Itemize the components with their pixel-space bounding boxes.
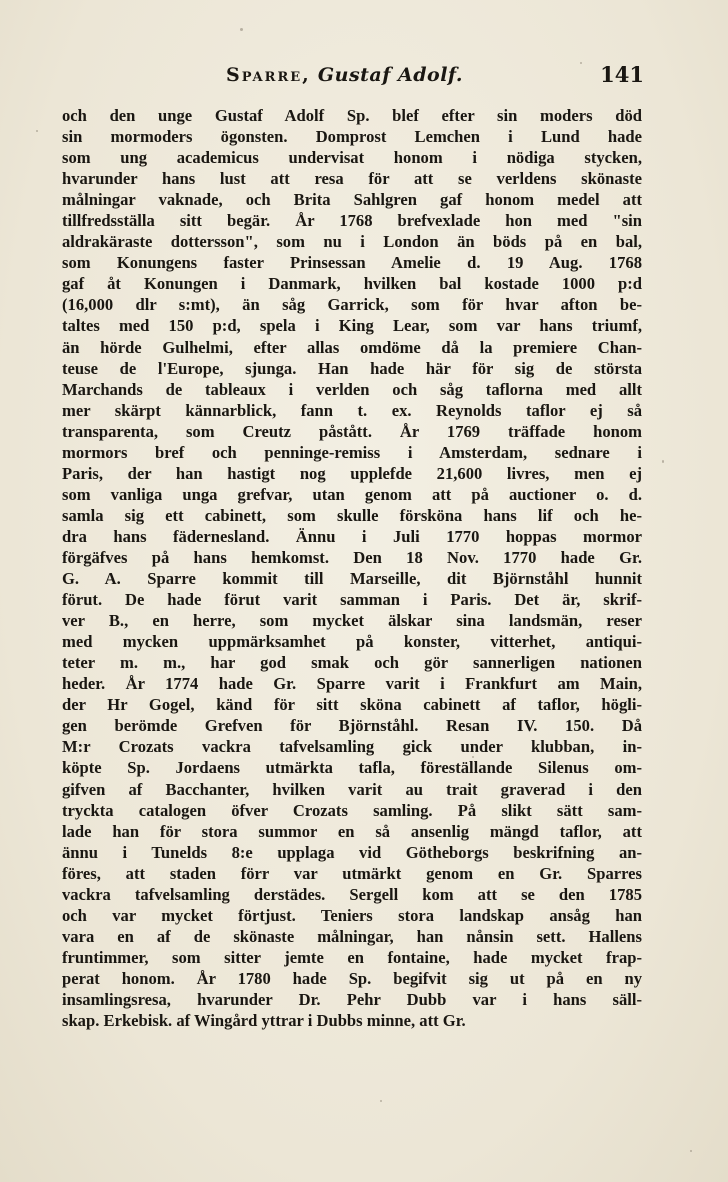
text-line: gen berömde Grefven för Björnståhl. Resan IV. 150. Då <box>62 716 642 736</box>
text-line: som Konungens faster Prinsessan Amelie d. 19 Aug. 1768 <box>62 253 642 273</box>
text-line: tryckta catalogen öfver Crozats samling. På slikt sätt sam- <box>62 800 642 820</box>
text-line: M:r Crozats vackra tafvelsamling gick under klubban, in- <box>62 737 642 757</box>
text-line: som vanliga unga grefvar, utan genom att på auctioner o. d. <box>62 484 642 504</box>
text-line: heder. År 1774 hade Gr. Sparre varit i Frankfurt am Main, <box>62 674 642 694</box>
text-line: gaf åt Konungen i Danmark, hvilken bal kostade 1000 p:d <box>62 274 642 294</box>
text-line: med mycken uppmärksamhet på konster, vitterhet, antiqui- <box>62 632 642 652</box>
text-line: och var mycket förtjust. Teniers stora landskap ansåg han <box>62 905 642 925</box>
running-head-surname: Sparre, <box>226 64 311 86</box>
text-line: insamlingsresa, hvarunder Dr. Pehr Dubb var i hans säll- <box>62 989 642 1009</box>
text-line: transparenta, som Creutz påstått. År 1769 träffade honom <box>62 421 642 441</box>
text-line: gifven af Bacchanter, hvilken varit au trait graverad i den <box>62 779 642 799</box>
text-line: mormors bref och penninge-remiss i Amsterdam, sednare i <box>62 442 642 462</box>
text-line: och den unge Gustaf Adolf Sp. blef efter sin moders död <box>62 106 642 125</box>
text-line: vackra tafvelsamling derstädes. Sergell kom att se den 1785 <box>62 884 642 904</box>
text-line: perat honom. År 1780 hade Sp. begifvit sig ut på en ny <box>62 968 642 988</box>
text-line: fruntimmer, som sitter jemte en fontaine, hade mycket frap- <box>62 947 642 967</box>
running-head <box>226 64 463 86</box>
text-line: förgäfves på hans hemkomst. Den 18 Nov. 1770 hade Gr. <box>62 547 642 567</box>
paper-speck <box>240 28 243 31</box>
text-line: mer skärpt kännarblick, fann t. ex. Reynolds taflor ej så <box>62 400 642 420</box>
text-line: teter m. m., har god smak och gör sannerligen nationen <box>62 653 642 673</box>
text-line: der Hr Gogel, känd för sitt sköna cabinett af taflor, högli- <box>62 695 642 715</box>
text-line: sin mormoders ögonsten. Domprost Lemchen i Lund hade <box>62 127 642 147</box>
running-head-given-names: Gustaf Adolf. <box>317 64 464 86</box>
text-line: vara en af de skönaste målningar, han nånsin sett. Hallens <box>62 926 642 946</box>
text-line: Marchands de tableaux i verlden och såg taflorna med allt <box>62 379 642 399</box>
text-line: G. A. Sparre kommit till Marseille, dit Björnståhl hunnit <box>62 569 642 589</box>
text-line: som ung academicus undervisat honom i nödiga stycken, <box>62 148 642 168</box>
text-line: målningar vaknade, och Brita Sahlgren gaf honom medel att <box>62 190 642 210</box>
paper-speck <box>472 756 474 758</box>
text-line: samla sig ett cabinett, som skulle försköna hans lif och he- <box>62 505 642 525</box>
text-line: förut. De hade förut varit samman i Paris. Det är, skrif- <box>62 590 642 610</box>
text-line: aldrakäraste dottersson", som nu i London än böds på en bal, <box>62 232 642 252</box>
body-text <box>62 105 642 1031</box>
text-line: hvarunder hans lust att resa för att se verldens skönaste <box>62 169 642 189</box>
text-line: teuse de l'Europe, sjunga. Han hade här för sig de största <box>62 358 642 378</box>
text-line: dra hans fädernesland. Ännu i Juli 1770 hoppas mormor <box>62 526 642 546</box>
paper-speck <box>36 130 38 132</box>
page-header <box>96 60 644 96</box>
paper-speck <box>662 460 664 463</box>
text-line: taltes med 150 p:d, spela i King Lear, som var hans triumf, <box>62 316 642 336</box>
paper-speck <box>380 1100 382 1102</box>
text-line: än hörde Gulhelmi, efter allas omdöme då la premiere Chan- <box>62 337 642 357</box>
text-line: (16,000 dlr s:mt), än såg Garrick, som för hvar afton be- <box>62 295 642 315</box>
text-line: Paris, der han hastigt nog upplefde 21,600 livres, men ej <box>62 463 642 483</box>
text-line: köpte Sp. Jordaens utmärkta tafla, föreställande Silenus om- <box>62 758 642 778</box>
text-line: föres, att staden förr var utmärkt genom en Gr. Sparres <box>62 863 642 883</box>
page-number: 141 <box>600 62 644 87</box>
paper-speck <box>690 1150 692 1152</box>
text-line: tillfredsställa sitt begär. År 1768 brefvexlade hon med "sin <box>62 211 642 231</box>
text-line: lade han för stora summor en så ansenlig mängd taflor, att <box>62 821 642 841</box>
paper-speck <box>580 62 582 64</box>
text-line: ver B., en herre, som mycket älskar sina landsmän, reser <box>62 611 642 631</box>
text-line: ännu i Tunelds 8:e upplaga vid Götheborgs beskrifning an- <box>62 842 642 862</box>
text-line: skap. Erkebisk. af Wingård yttrar i Dubbs minne, att Gr. <box>62 1011 466 1031</box>
